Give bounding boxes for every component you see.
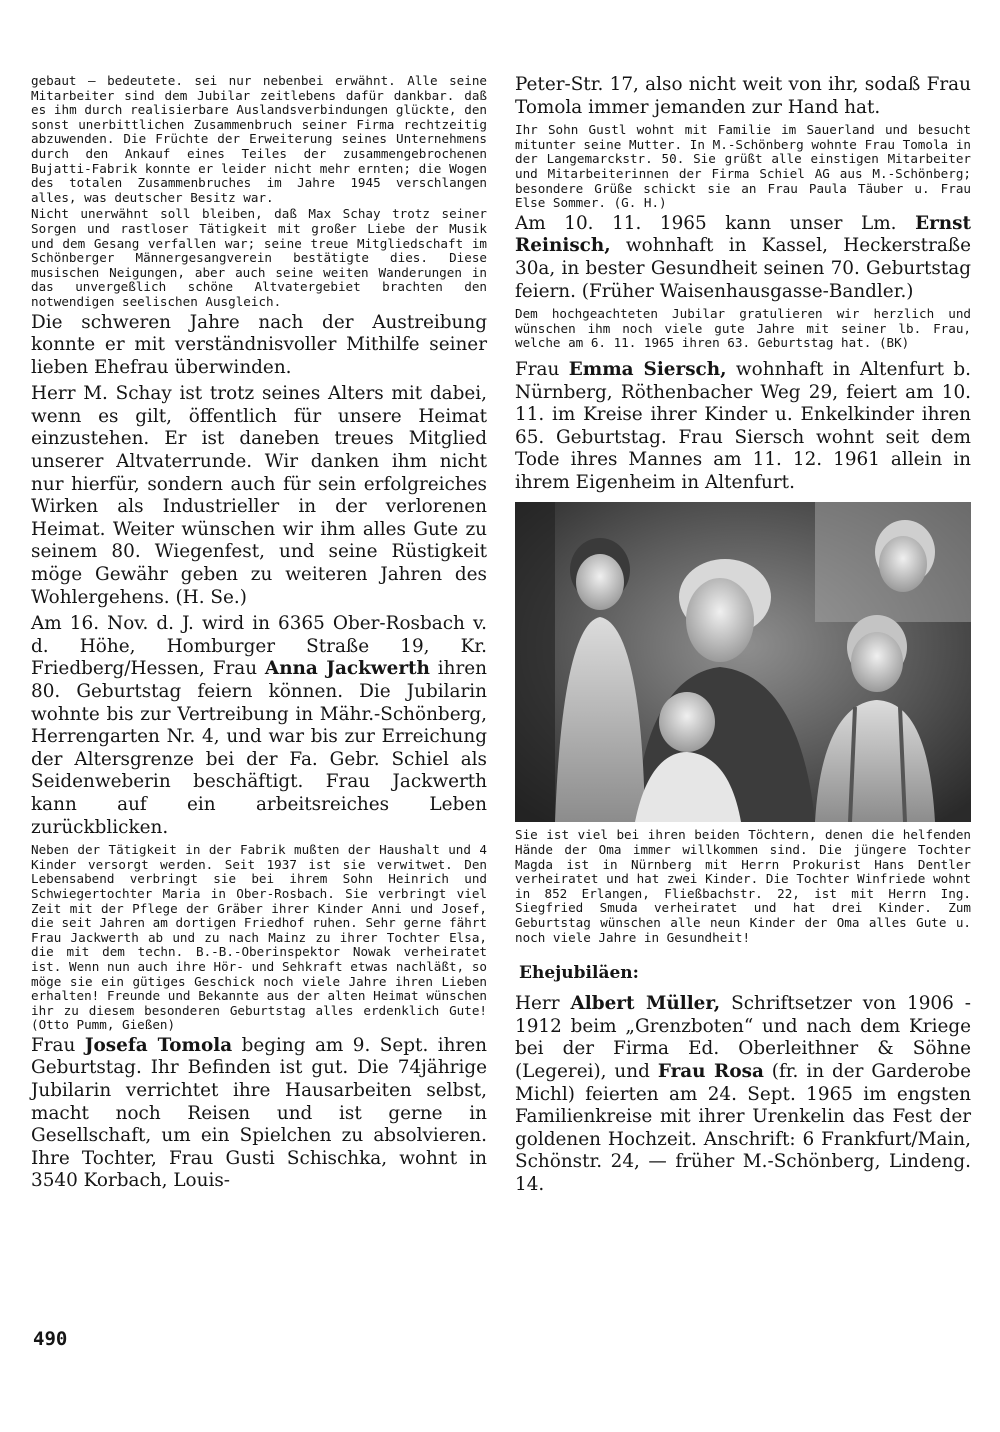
paragraph-siersch-daughters: Sie ist viel bei ihren beiden Töchtern, denen die helfenden Hände der Oma immer willkommen sind. Die jüngere Tochter Magda ist in Nürnberg mit Herrn Prokurist Hans Dentler verheiratet und hat zwei Kinder. Die Tochter Winfriede wohnt in 852 Erlangen, Fließbachstr. 22, ist mit Herrn Ing. Siegfried Smuda verheiratet und hat drei Kinder. Zum Geburtstag wünschen alle neun Kinder der Oma alles Gute u. noch viele Jahre in Gesundheit!: [515, 827, 971, 945]
paragraph-schay-music: Nicht unerwähnt soll bleiben, daß Max Schay trotz seiner Sorgen und rastloser Tätigkeit mit großer Liebe der Musik und dem Gesang verfallen war; seine treue Mitgliedschaft im Schönberger Männergesangverein bestätigte dies. Diese musischen Neigungen, aber auch seine weiten Wanderungen in das unvergeßlich schöne Altvatergebiet brachten den notwendigen seelischen Ausgleich.: [31, 206, 487, 309]
paragraph-schay-wife: Die schweren Jahre nach der Austreibung konnte er mit verständnisvoller Mithilfe seiner lieben Ehefrau überwinden.: [31, 311, 487, 378]
right-column: [515, 74, 971, 1201]
paragraph-tomola-son: Ihr Sohn Gustl wohnt mit Familie im Sauerland und besucht mitunter seine Mutter. In M.-Schönberg wohnte Frau Tomola in der Langemarckstr. 50. Sie grüßt alle einstigen Mitarbeiter und Mitarbeiterinnen der Firma Schiel AG aus M.-Schönberg; besondere Grüße schickt sie an Frau Paula Täuber u. Frau Else Sommer. (G. H.): [515, 122, 971, 211]
paragraph-siersch: Frau Emma Siersch, wohnhaft in Altenfurt b. Nürnberg, Röthenbacher Weg 29, feiert am 10. 11. im Kreise ihrer Kinder u. Enkelkinder ihren 65. Geburtstag. Frau Siersch wohnt seit dem Tode ihres Mannes am 11. 12. 1961 allein in ihrem Eigenheim in Altenfurt.: [515, 358, 971, 493]
name-josefa-tomola: Josefa Tomola: [84, 1034, 233, 1056]
page-number: 490: [33, 1328, 68, 1350]
section-heading-ehejubilaeen: Ehejubiläen:: [519, 963, 639, 984]
family-photo-image: [515, 502, 971, 822]
family-photo: [515, 502, 971, 822]
paragraph-jackwerth-intro: Am 16. Nov. d. J. wird in 6365 Ober-Rosbach v. d. Höhe, Homburger Straße 19, Kr. Friedberg/Hessen, Frau Anna Jackwerth ihren 80. Geburtstag feiern können. Die Jubilarin wohnte bis zur Vertreibung in Mähr.-Schönberg, Herrengarten Nr. 4, und war bis zur Erreichung der Altersgrenze bei der Fa. Gebr. Schiel als Seidenweberin beschäftigt. Frau Jackwerth kann auf ein arbeitsreiches Leben zurückblicken.: [31, 613, 487, 838]
name-ernst-reinisch: Ernst Reinisch,: [515, 212, 971, 257]
name-albert-mueller: Albert Müller,: [570, 993, 721, 1015]
paragraph-mueller: Herr Albert Müller, Schriftsetzer von 1906 - 1912 beim „Grenzboten“ und nach dem Kriege bei der Firma Ed. Oberleithner & Söhne (Legerei), und Frau Rosa (fr. in der Garderobe Michl) feierten am 24. Sept. 1965 im engsten Familienkreise mit ihrer Urenkelin das Fest der goldenen Hochzeit. Anschrift: 6 Frankfurt/Main, Schönstr. 24, — früher M.-Schönberg, Lindeng. 14.: [515, 993, 971, 1195]
paragraph-tomola-intro: Frau Josefa Tomola beging am 9. Sept. ihren Geburtstag. Ihr Befinden ist gut. Die 74jährige Jubilarin verrichtet ihre Hausarbeiten selbst, macht noch Reisen und ist gerne in Gesellschaft, um ein Spielchen zu absolvieren. Ihre Tochter, Frau Gusti Schischka, wohnt in 3540 Korbach, Louis-: [31, 1034, 487, 1192]
paragraph-jackwerth-details: Neben der Tätigkeit in der Fabrik mußten der Haushalt und 4 Kinder versorgt werden. Seit 1937 ist sie verwitwet. Den Lebensabend verbringt sie bei ihrem Sohn Heinrich und Schwiegertochter Maria in Ober-Rosbach. Sie verbringt viel Zeit mit der Pflege der Gräber ihrer Kinder Anni und Josef, die seit Jahren am dortigen Friedhof ruhen. Sehr gerne fährt Frau Jackwerth ab und zu nach Mainz zu ihrer Tochter Elsa, die mit dem techn. B.-B.-Oberinspektor Nowak verheiratet ist. Wenn nun auch ihre Hör- und Sehkraft etwas nachläßt, so möge sie ein gütiges Geschick noch viele Jahre ihren Lieben erhalten! Freunde und Bekannte aus der alten Heimat wünschen ihr zu diesem besonderen Geburtstag alles erdenklich Gute! (Otto Pumm, Gießen): [31, 842, 487, 1033]
paragraph-reinisch: Am 10. 11. 1965 kann unser Lm. Ernst Reinisch, wohnhaft in Kassel, Heckerstraße 30a, in bester Gesundheit seinen 70. Geburtstag feiern. (Früher Waisenhausgasse-Bandler.): [515, 212, 971, 302]
left-column: [31, 74, 487, 1197]
name-emma-siersch: Emma Siersch,: [568, 358, 727, 380]
paragraph-schay-firm: gebaut — bedeutete. sei nur nebenbei erwähnt. Alle seine Mitarbeiter sind dem Jubilar zeitlebens dafür dankbar. daß es ihm durch realisierbare Auslandsverbindungen glückte, den sonst unerbittlichen Zusammenbruch seiner Firma rechtzeitig abzuwenden. Die Früchte der Erweiterung seines Unternehmens durch den Ankauf eines Teiles der zusammengebrochenen Bujatti-Fabrik konnte er leider nicht mehr ernten; die Wogen des totalen Zusammenbruches im Jahre 1945 verschlangen alles, was deutscher Besitz war.: [31, 73, 487, 205]
paragraph-tomola-continued: Peter-Str. 17, also nicht weit von ihr, sodaß Frau Tomola immer jemanden zur Hand hat.: [515, 74, 971, 118]
name-frau-rosa: Frau Rosa: [657, 1061, 764, 1082]
paragraph-reinisch-wishes: Dem hochgeachteten Jubilar gratulieren wir herzlich und wünschen ihm noch viele gute Jahre mit seiner lb. Frau, welche am 6. 11. 1965 ihren 63. Geburtstag hat. (BK): [515, 306, 971, 351]
paragraph-schay-wishes: Herr M. Schay ist trotz seines Alters mit dabei, wenn es gilt, öffentlich für unsere Heimat einzustehen. Er ist daneben treues Mitglied unserer Altvaterrunde. Wir danken ihm nicht nur hierfür, sondern auch für sein erfolgreiches Wirken als Industrieller in der verlorenen Heimat. Weiter wünschen wir ihm alles Gute zu seinem 80. Wiegenfest, und seine Rüstigkeit möge Gewähr geben zu weiteren Jahren des Wohlergehens. (H. Se.): [31, 383, 487, 608]
name-anna-jackwerth: Anna Jackwerth: [264, 658, 430, 680]
